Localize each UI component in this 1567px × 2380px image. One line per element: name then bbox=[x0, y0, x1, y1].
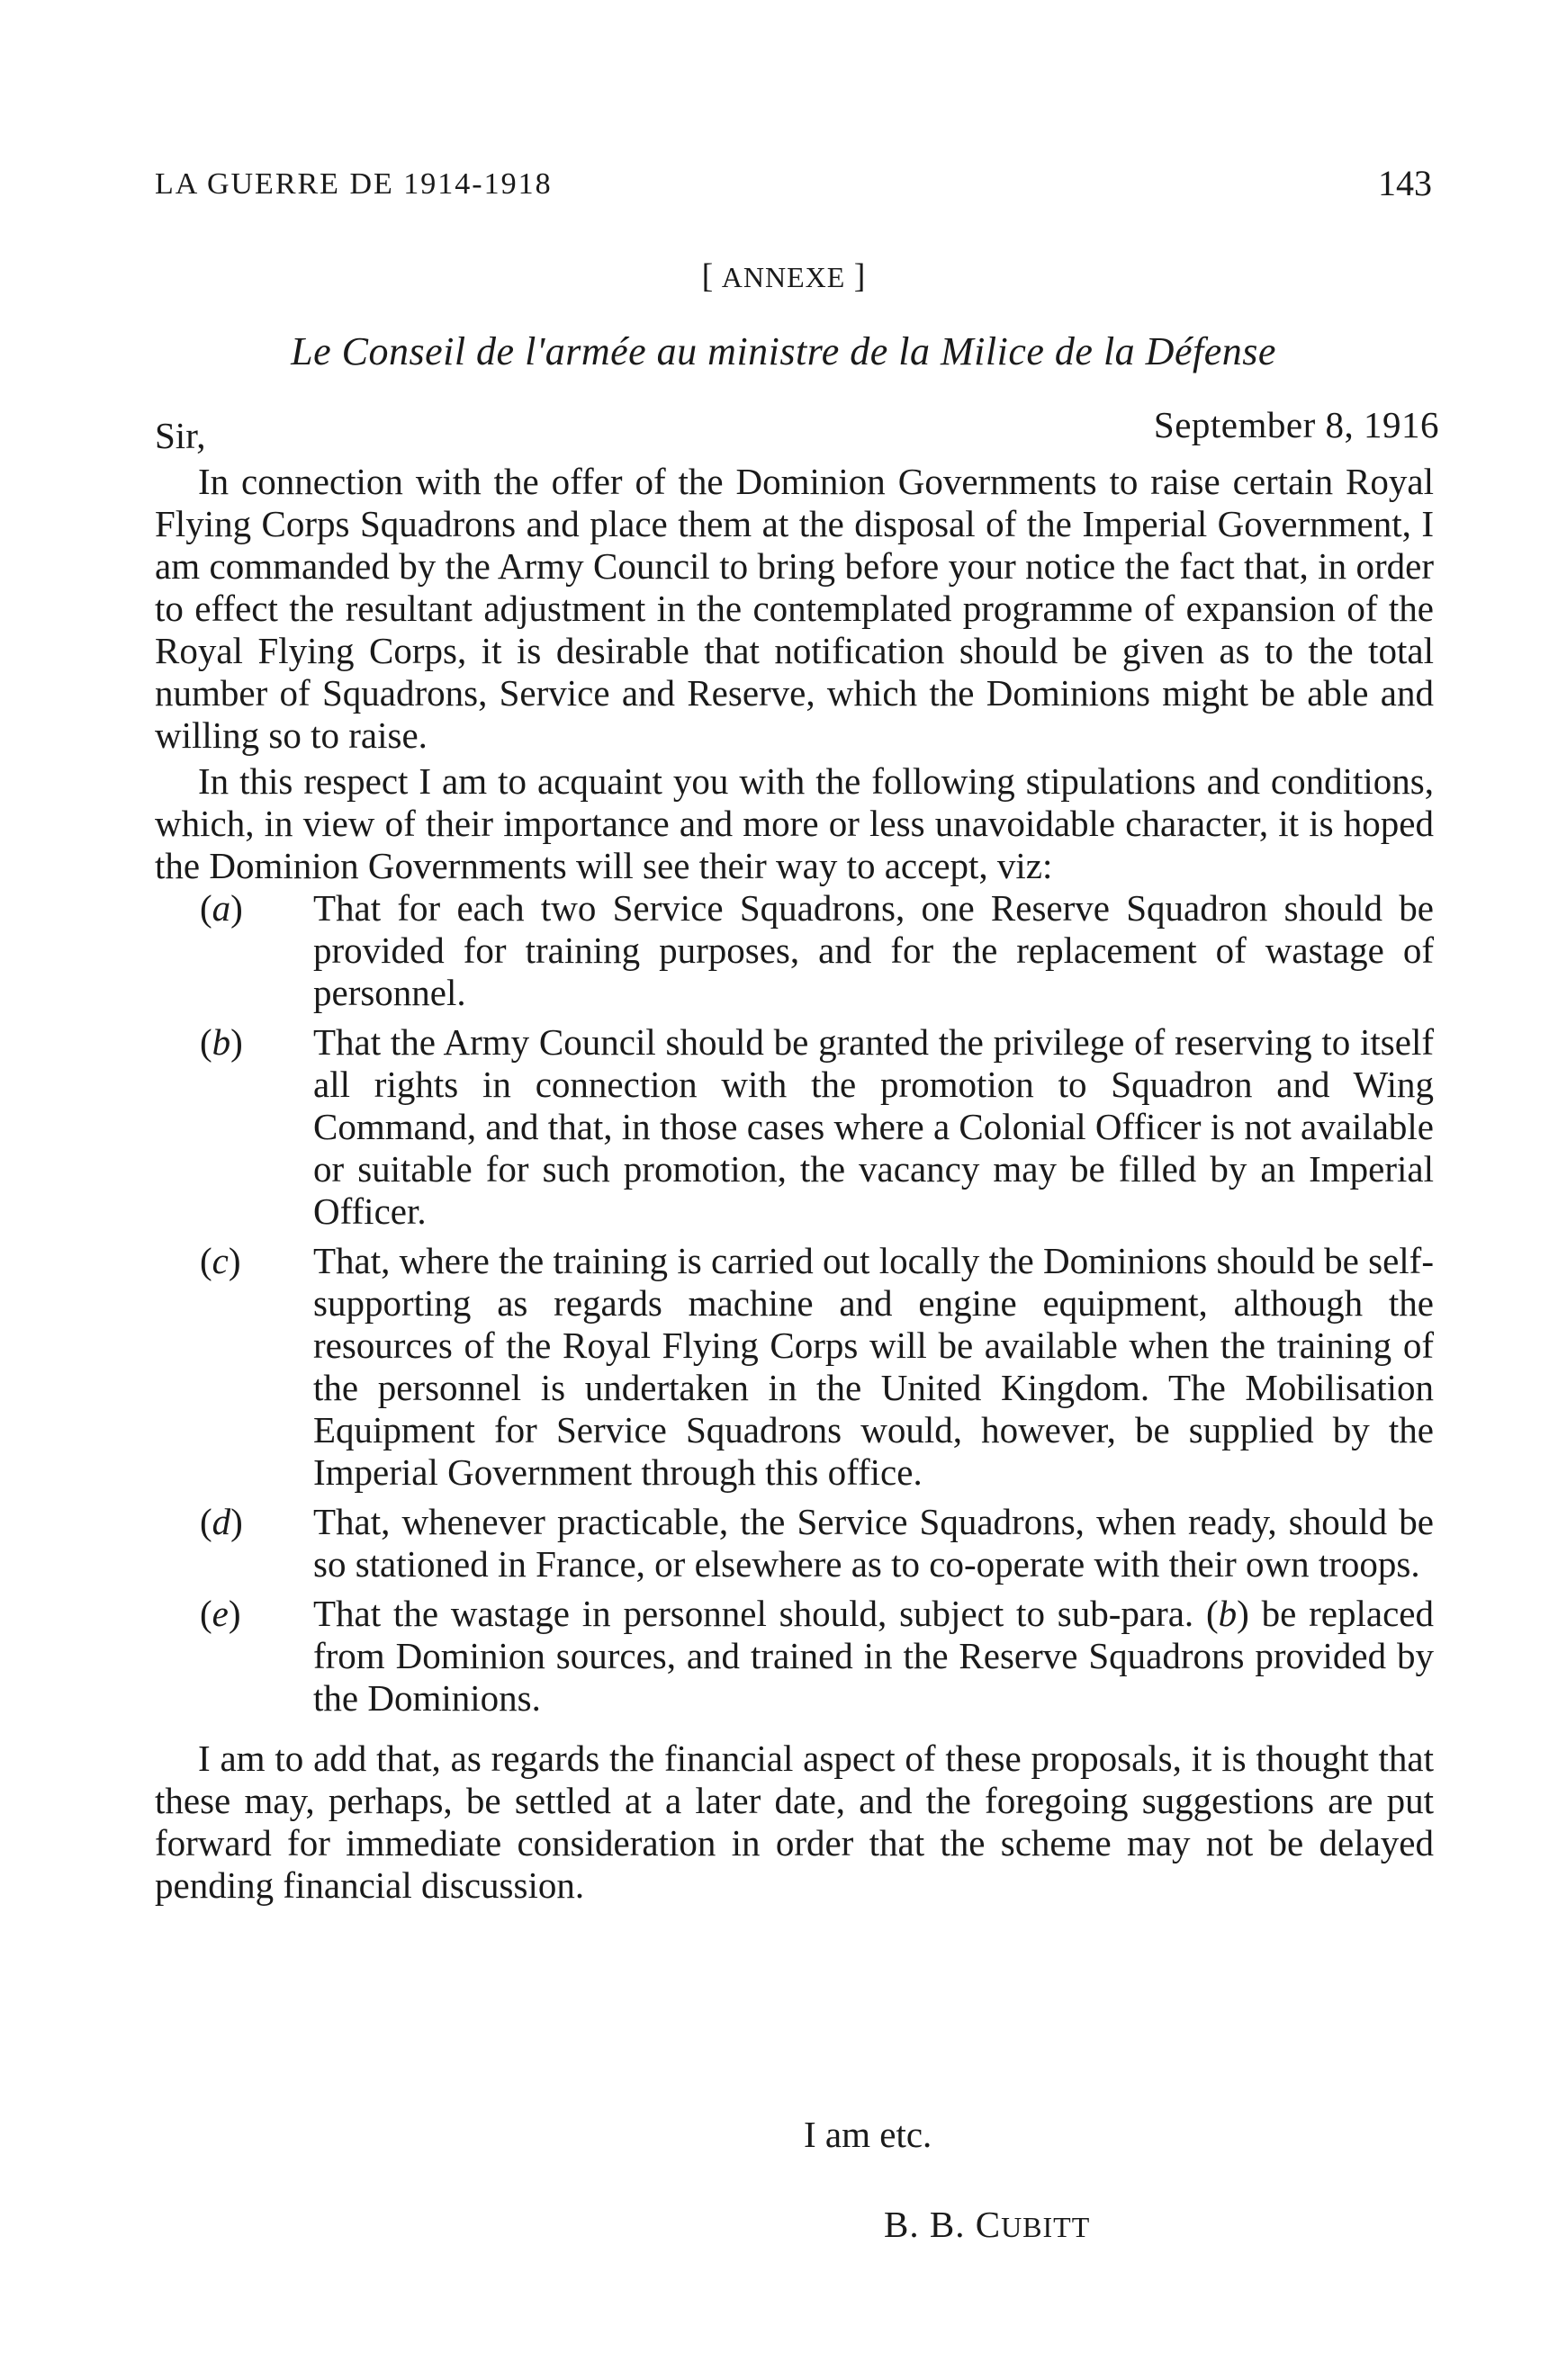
annex-bracket-open: [ bbox=[701, 257, 714, 295]
letter-date: September 8, 1916 bbox=[1153, 404, 1439, 445]
stipulation-text: That the wastage in personnel should, subject to sub-para. (b) be replaced from Dominion sources, and trained in the Reserve Squadrons provided by the Dominions. bbox=[313, 1593, 1434, 1719]
stipulation-marker: (e) bbox=[200, 1593, 241, 1634]
paragraph-financial: I am to add that, as regards the financial aspect of these proposals, it is thought that these may, perhaps, be settled at a later date, and the foregoing suggestions are put forward for immediate consideration in order that the scheme may not be delayed pending financial discussion. bbox=[155, 1738, 1434, 1906]
stipulation-text: That, where the training is carried out locally the Dominions should be self-supporting as regards machine and engine equipment, although the resources of the Royal Flying Corps will be available when the training of the personnel is undertaken in the United Kingdom. The Mobilisation Equipment for Service Squadrons would, however, be supplied by the Imperial Government through this office. bbox=[313, 1240, 1434, 1493]
stipulation-list bbox=[155, 887, 1434, 1720]
stipulation-b bbox=[200, 1021, 1434, 1233]
signature-name: B. B. CUBITT bbox=[884, 2204, 1091, 2245]
stipulation-e bbox=[200, 1593, 1434, 1720]
sign-off: I am etc. bbox=[804, 2114, 932, 2155]
stipulation-text: That, whenever practicable, the Service Squadrons, when ready, should be so stationed in France, or elsewhere as to co-operate with their own troops. bbox=[313, 1501, 1434, 1585]
cross-reference: b bbox=[1218, 1593, 1238, 1634]
stipulation-text: That the Army Council should be granted the privilege of reserving to itself all rights in connection with the promotion to Squadron and Wing Command, and that, in those cases where a Colonial Officer is not available or suitable for such promotion, the vacancy may be filled by an Imperial Officer. bbox=[313, 1021, 1434, 1232]
salutation: Sir, bbox=[155, 415, 206, 456]
stipulation-marker: (c) bbox=[200, 1240, 241, 1281]
stipulation-marker: (b) bbox=[200, 1021, 243, 1063]
stipulation-a bbox=[200, 887, 1434, 1014]
stipulation-d bbox=[200, 1501, 1434, 1585]
stipulation-c bbox=[200, 1240, 1434, 1494]
stipulation-marker: (a) bbox=[200, 887, 243, 929]
stipulation-text: That for each two Service Squadrons, one Reserve Squadron should be provided for training purposes, and for the replacement of wastage of personnel. bbox=[313, 887, 1434, 1013]
paragraph-stipulations-intro: In this respect I am to acquaint you with the following stipulations and conditions, which, in view of their importance and more or less unavoidable character, it is hoped the Dominion Governments will see their way to accept, viz: bbox=[155, 760, 1434, 886]
running-head: LA GUERRE DE 1914-1918 bbox=[155, 167, 553, 201]
annex-label: ANNEXE bbox=[721, 261, 846, 293]
annex-bracket-close: ] bbox=[853, 257, 866, 295]
paragraph-intro: In connection with the offer of the Dominion Governments to raise certain Royal Flying Corps Squadrons and place them at the disposal of the Imperial Government, I am commanded by the Army Council to bring before your notice the fact that, in order to effect the resultant adjustment in the contemplated programme of expansion of the Royal Flying Corps, it is desirable that notification should be given as to the total number of Squadrons, Service and Reserve, which the Dominions might be able and willing so to raise. bbox=[155, 461, 1434, 756]
stipulation-marker: (d) bbox=[200, 1501, 243, 1542]
page-number: 143 bbox=[1378, 163, 1432, 203]
annex-heading bbox=[0, 256, 1567, 296]
letter-body bbox=[155, 461, 1434, 1907]
subject-line: Le Conseil de l'armée au ministre de la Milice de la Défense bbox=[291, 329, 1276, 373]
